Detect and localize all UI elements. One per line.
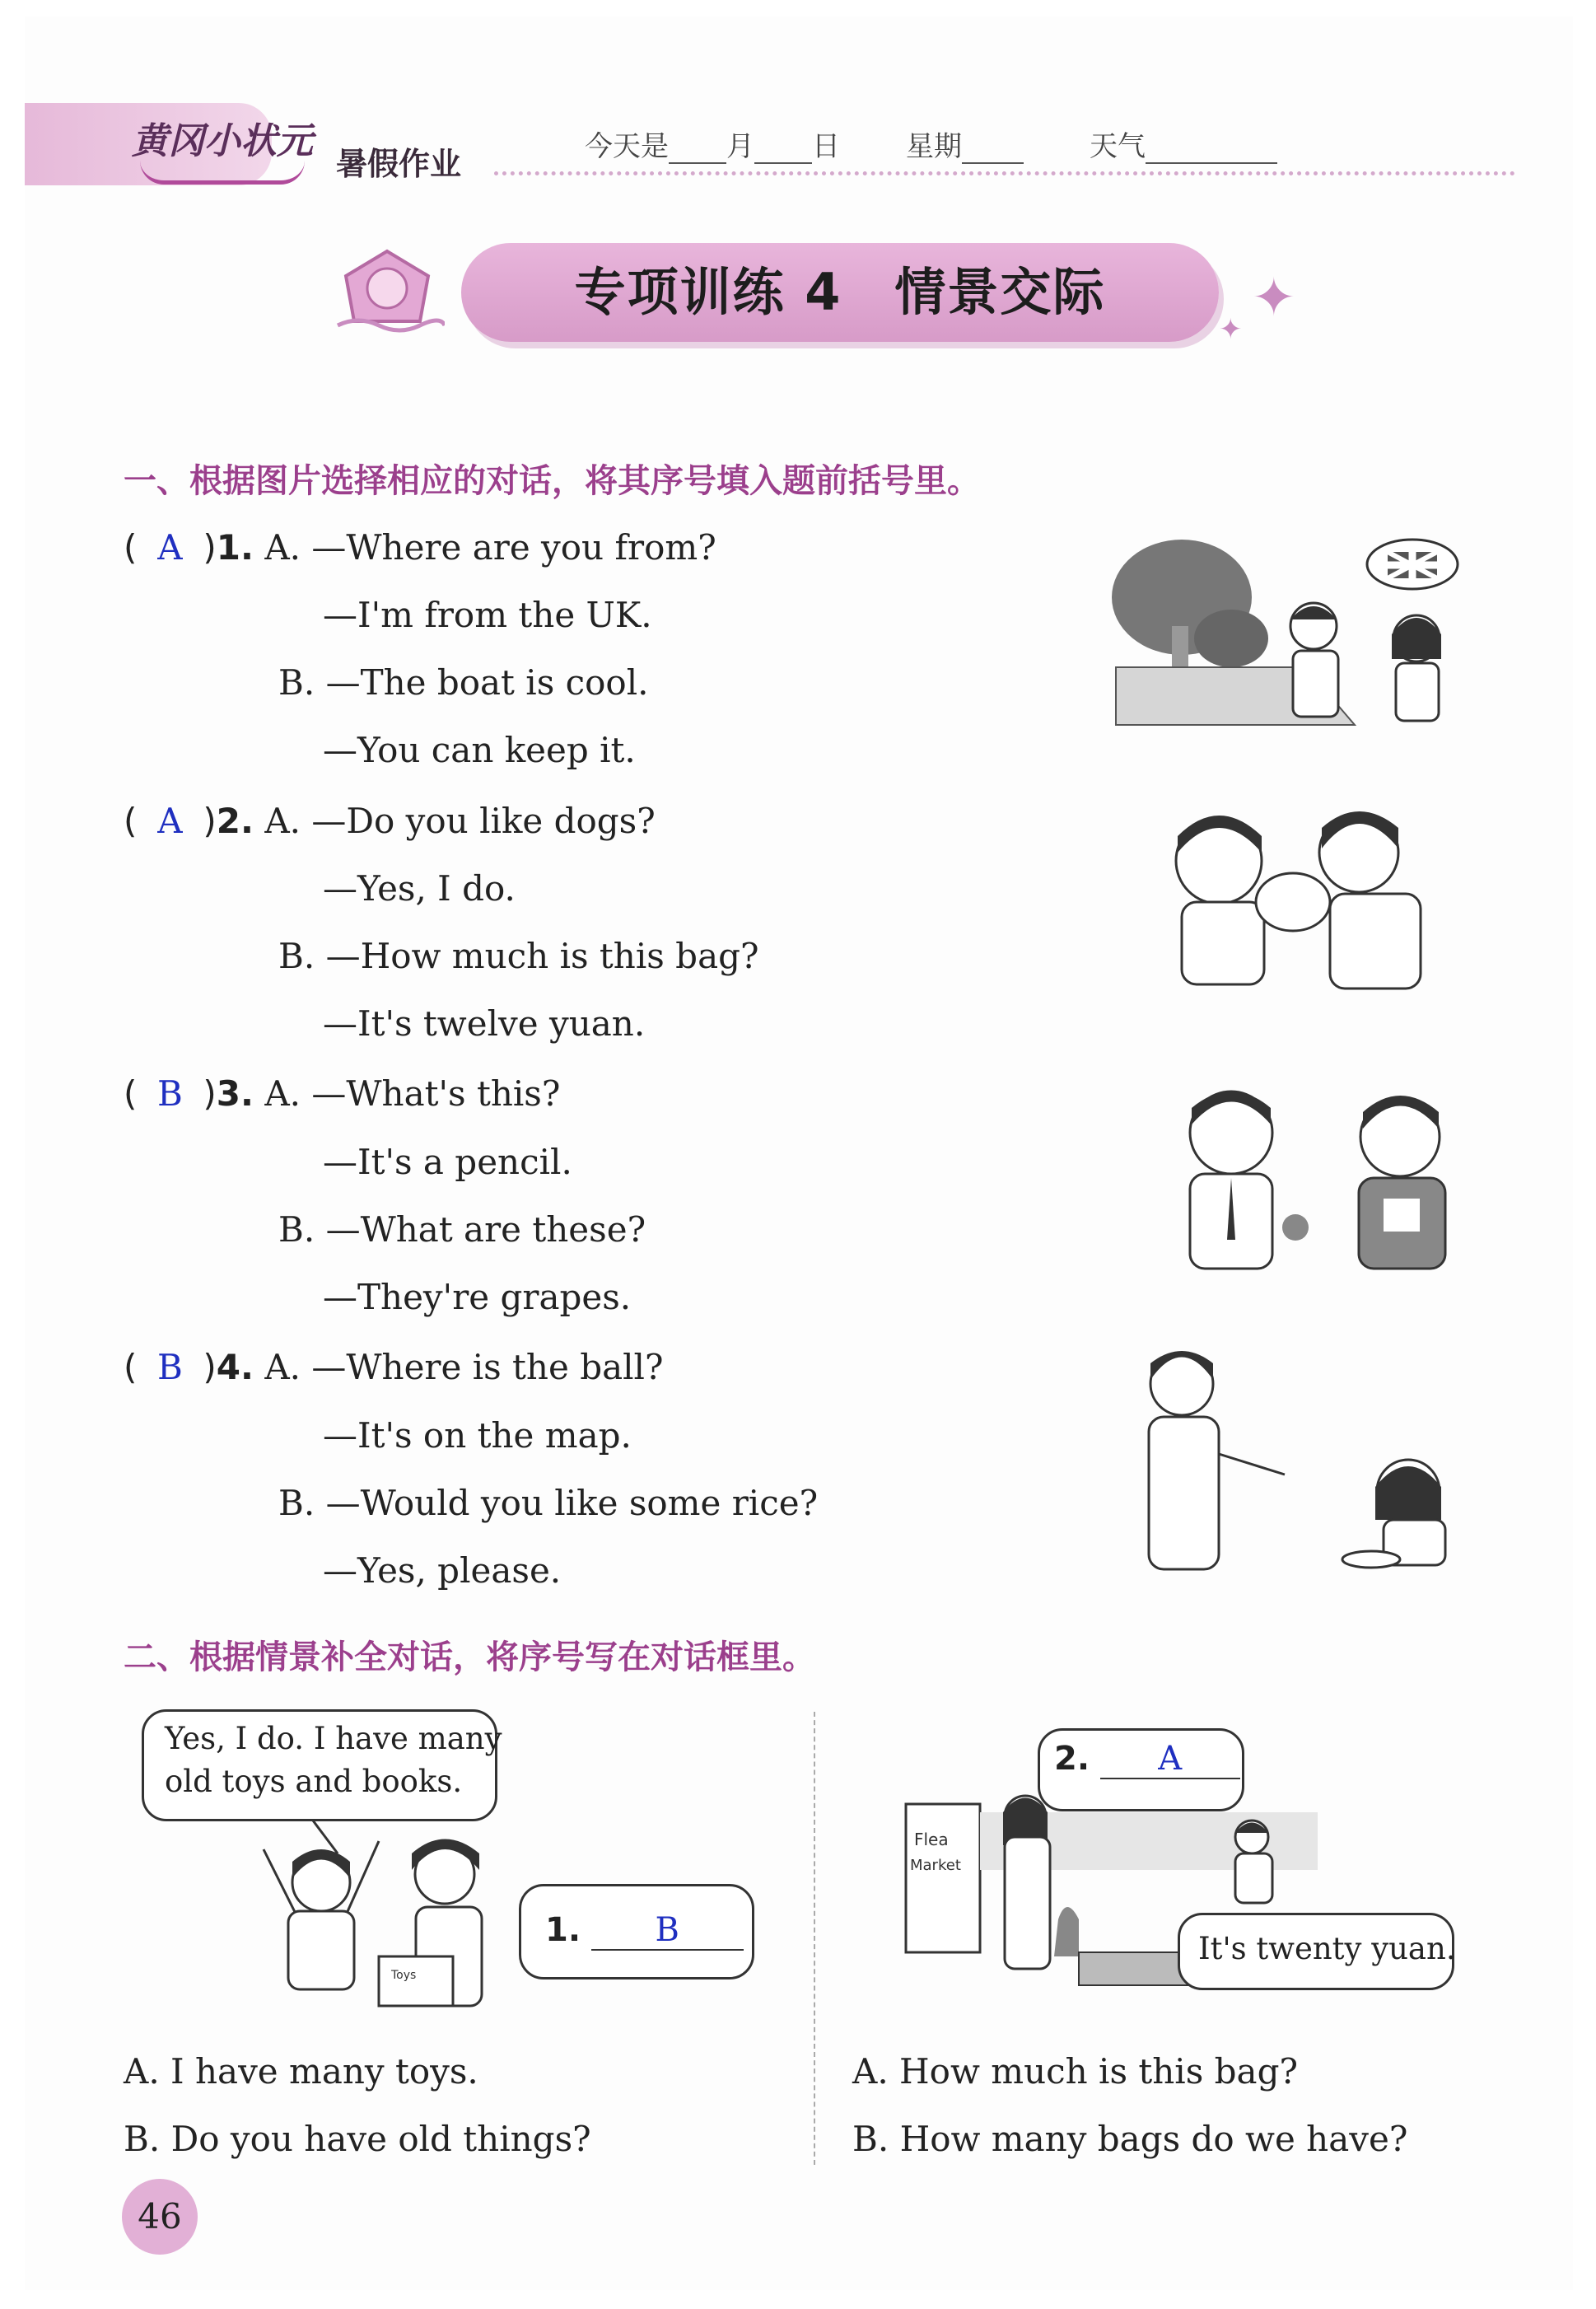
answer-field-4[interactable]: B (156, 1347, 183, 1387)
column-divider (814, 1712, 815, 2165)
date-label-day: 日 (812, 130, 840, 163)
answer-field-2[interactable]: A (157, 801, 183, 841)
option-a-question: A. —Do you like dogs? (264, 801, 656, 841)
option-a-reply: —Yes, I do. (323, 868, 516, 909)
date-label-month: 月 (726, 130, 754, 163)
section1-title: 一、根据图片选择相应的对话，将其序号填入题前括号里。 (124, 462, 980, 500)
option-a-right: A. How much is this bag? (852, 2051, 1298, 2092)
answer-field-3[interactable]: B (156, 1073, 183, 1114)
bubble-text-right: It's twenty yuan. (1198, 1931, 1456, 1966)
option-a-left: A. I have many toys. (124, 2051, 478, 2092)
illustration-kids-uk-flag (1108, 527, 1470, 733)
date-line (585, 124, 1277, 164)
option-b-reply: —They're grapes. (323, 1277, 632, 1317)
option-b-left: B. Do you have old things? (124, 2119, 591, 2159)
brand-swoosh (140, 161, 305, 185)
option-b-question: B. —Would you like some rice? (278, 1483, 819, 1523)
option-a-question: A. —What's this? (264, 1073, 561, 1114)
date-label-today: 今天是 (585, 130, 669, 163)
option-b-reply: —Yes, please. (323, 1550, 562, 1591)
option-b-question: B. —The boat is cool. (278, 662, 649, 703)
bubble-text-line2: old toys and books. (165, 1764, 463, 1799)
section-banner (461, 243, 1219, 342)
question-2: ( A )2. A. —Do you like dogs? (124, 801, 656, 841)
sparkle-icon: ✦ (1252, 268, 1296, 329)
answer-field-5[interactable]: B (591, 1911, 744, 1951)
option-a-reply: —It's on the map. (323, 1415, 632, 1456)
brand-logo: 黄冈小状元 (132, 120, 313, 162)
illustration-boys-with-grapes (1174, 1075, 1470, 1273)
fill-blank-2: 2. A (1054, 1740, 1240, 1779)
month-blank[interactable] (669, 136, 726, 164)
question-1: ( A )1. A. —Where are you from? (124, 527, 716, 568)
illustration-kids-with-toy-box (247, 1816, 527, 2022)
option-b-question: B. —What are these? (278, 1209, 646, 1250)
week-blank[interactable] (962, 136, 1024, 164)
option-b-right: B. How many bags do we have? (852, 2119, 1408, 2159)
option-b-question: B. —How much is this bag? (278, 936, 759, 976)
series-title: 暑假作业 (336, 146, 462, 182)
illustration-mother-and-girl-dinner (1141, 1347, 1470, 1578)
day-blank[interactable] (754, 136, 812, 164)
option-b-reply: —It's twelve yuan. (323, 1003, 646, 1044)
option-a-question: A. —Where are you from? (264, 527, 716, 568)
header-dotted-rule (494, 171, 1515, 175)
medal-icon (329, 243, 445, 342)
option-a-reply: —I'm from the UK. (323, 595, 652, 635)
date-label-weather: 天气 (1090, 130, 1146, 163)
page-number: 46 (122, 2179, 198, 2255)
option-a-reply: —It's a pencil. (323, 1142, 572, 1182)
question-4: ( B )4. A. —Where is the ball? (124, 1347, 664, 1387)
sparkle-icon: ✦ (1219, 313, 1243, 346)
option-b-reply: —You can keep it. (323, 730, 636, 770)
toy-box-label: Toys (391, 1969, 417, 1982)
banner-title: 专项训练 4 情景交际 (574, 262, 1106, 322)
fill-blank-1: 1. B (545, 1911, 744, 1951)
sign-text-line1: Flea (914, 1830, 949, 1849)
answer-field-6[interactable]: A (1100, 1740, 1240, 1779)
weather-blank[interactable] (1146, 136, 1277, 164)
sign-text-line2: Market (910, 1857, 961, 1874)
question-3: ( B )3. A. —What's this? (124, 1073, 561, 1114)
bubble-text-line1: Yes, I do. I have many (165, 1721, 502, 1756)
answer-field-1[interactable]: A (157, 527, 183, 568)
option-a-question: A. —Where is the ball? (264, 1347, 664, 1387)
date-label-week: 星期 (906, 130, 962, 163)
illustration-boys-with-dog (1169, 803, 1441, 993)
section2-title: 二、根据情景补全对话，将序号写在对话框里。 (124, 1638, 815, 1676)
